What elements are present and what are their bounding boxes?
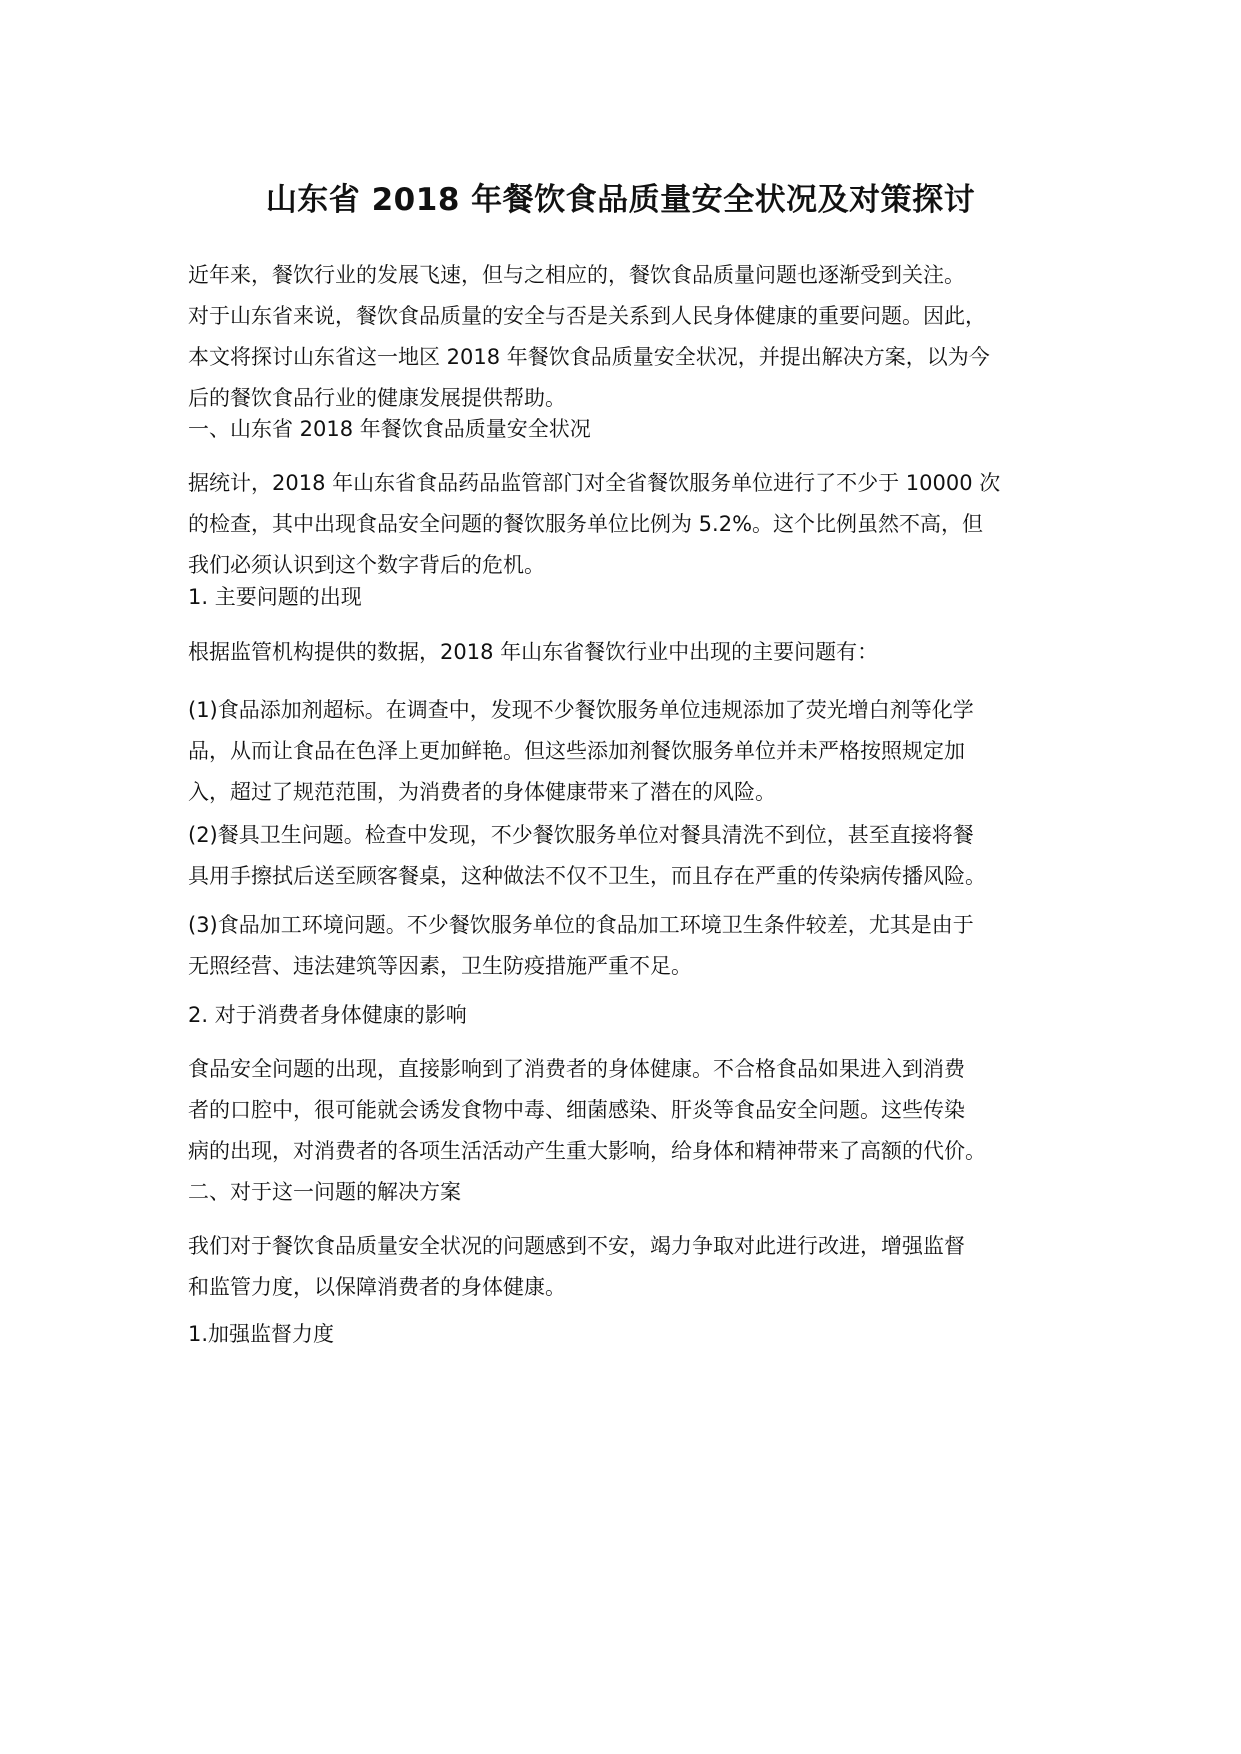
intro-paragraph xyxy=(188,255,1058,419)
problem1-line: 入，超过了规范范围，为消费者的身体健康带来了潜在的风险。 xyxy=(188,780,776,804)
sub1-intro-paragraph xyxy=(188,632,1058,673)
intro-line: 后的餐饮食品行业的健康发展提供帮助。 xyxy=(188,386,566,410)
document-title: 山东省 2018 年餐饮食品质量安全状况及对策探讨 xyxy=(265,182,976,218)
section2-paragraph xyxy=(188,1226,1058,1308)
problem1-line: 品，从而让食品在色泽上更加鲜艳。但这些添加剂餐饮服务单位并未严格按照规定加 xyxy=(188,739,965,763)
stats-line: 的检查，其中出现食品安全问题的餐饮服务单位比例为 5.2%。这个比例虽然不高，但 xyxy=(188,512,984,536)
problem3-line: 无照经营、违法建筑等因素，卫生防疫措施严重不足。 xyxy=(188,954,692,978)
problem1-line: (1)食品添加剂超标。在调查中，发现不少餐饮服务单位违规添加了荧光增白剂等化学 xyxy=(188,698,974,722)
intro-line: 本文将探讨山东省这一地区 2018 年餐饮食品质量安全状况，并提出解决方案，以为今 xyxy=(188,345,990,369)
problem2-line: 具用手擦拭后送至顾客餐桌，这种做法不仅不卫生，而且存在严重的传染病传播风险。 xyxy=(188,864,986,888)
problem2-paragraph xyxy=(188,815,1058,897)
sub1-heading: 1. 主要问题的出现 xyxy=(188,585,362,609)
section1-stats-paragraph xyxy=(188,463,1058,586)
intro-line: 近年来，餐饮行业的发展飞速，但与之相应的，餐饮食品质量问题也逐渐受到关注。 xyxy=(188,263,965,287)
problem3-line: (3)食品加工环境问题。不少餐饮服务单位的食品加工环境卫生条件较差，尤其是由于 xyxy=(188,913,974,937)
impact-line: 病的出现，对消费者的各项生活活动产生重大影响，给身体和精神带来了高额的代价。 xyxy=(188,1139,986,1163)
stats-line: 据统计，2018 年山东省食品药品监管部门对全省餐饮服务单位进行了不少于 10000 次 xyxy=(188,471,1001,495)
sub2-heading: 2. 对于消费者身体健康的影响 xyxy=(188,1003,467,1027)
impact-line: 者的口腔中，很可能就会诱发食物中毒、细菌感染、肝炎等食品安全问题。这些传染 xyxy=(188,1098,965,1122)
sub1-intro-line: 根据监管机构提供的数据，2018 年山东省餐饮行业中出现的主要问题有： xyxy=(188,640,879,664)
impact-line: 食品安全问题的出现，直接影响到了消费者的身体健康。不合格食品如果进入到消费 xyxy=(188,1057,965,1081)
sub3-heading: 1.加强监督力度 xyxy=(188,1322,335,1346)
impact-paragraph xyxy=(188,1049,1058,1172)
problem3-paragraph xyxy=(188,905,1058,987)
section2-line: 和监管力度，以保障消费者的身体健康。 xyxy=(188,1275,566,1299)
section1-heading: 一、山东省 2018 年餐饮食品质量安全状况 xyxy=(188,417,591,441)
stats-line: 我们必须认识到这个数字背后的危机。 xyxy=(188,553,545,577)
section2-heading: 二、对于这一问题的解决方案 xyxy=(188,1180,461,1204)
problem1-paragraph xyxy=(188,690,1058,813)
intro-line: 对于山东省来说，餐饮食品质量的安全与否是关系到人民身体健康的重要问题。因此， xyxy=(188,304,986,328)
problem2-line: (2)餐具卫生问题。检查中发现，不少餐饮服务单位对餐具清洗不到位，甚至直接将餐 xyxy=(188,823,974,847)
section2-line: 我们对于餐饮食品质量安全状况的问题感到不安，竭力争取对此进行改进，增强监督 xyxy=(188,1234,965,1258)
